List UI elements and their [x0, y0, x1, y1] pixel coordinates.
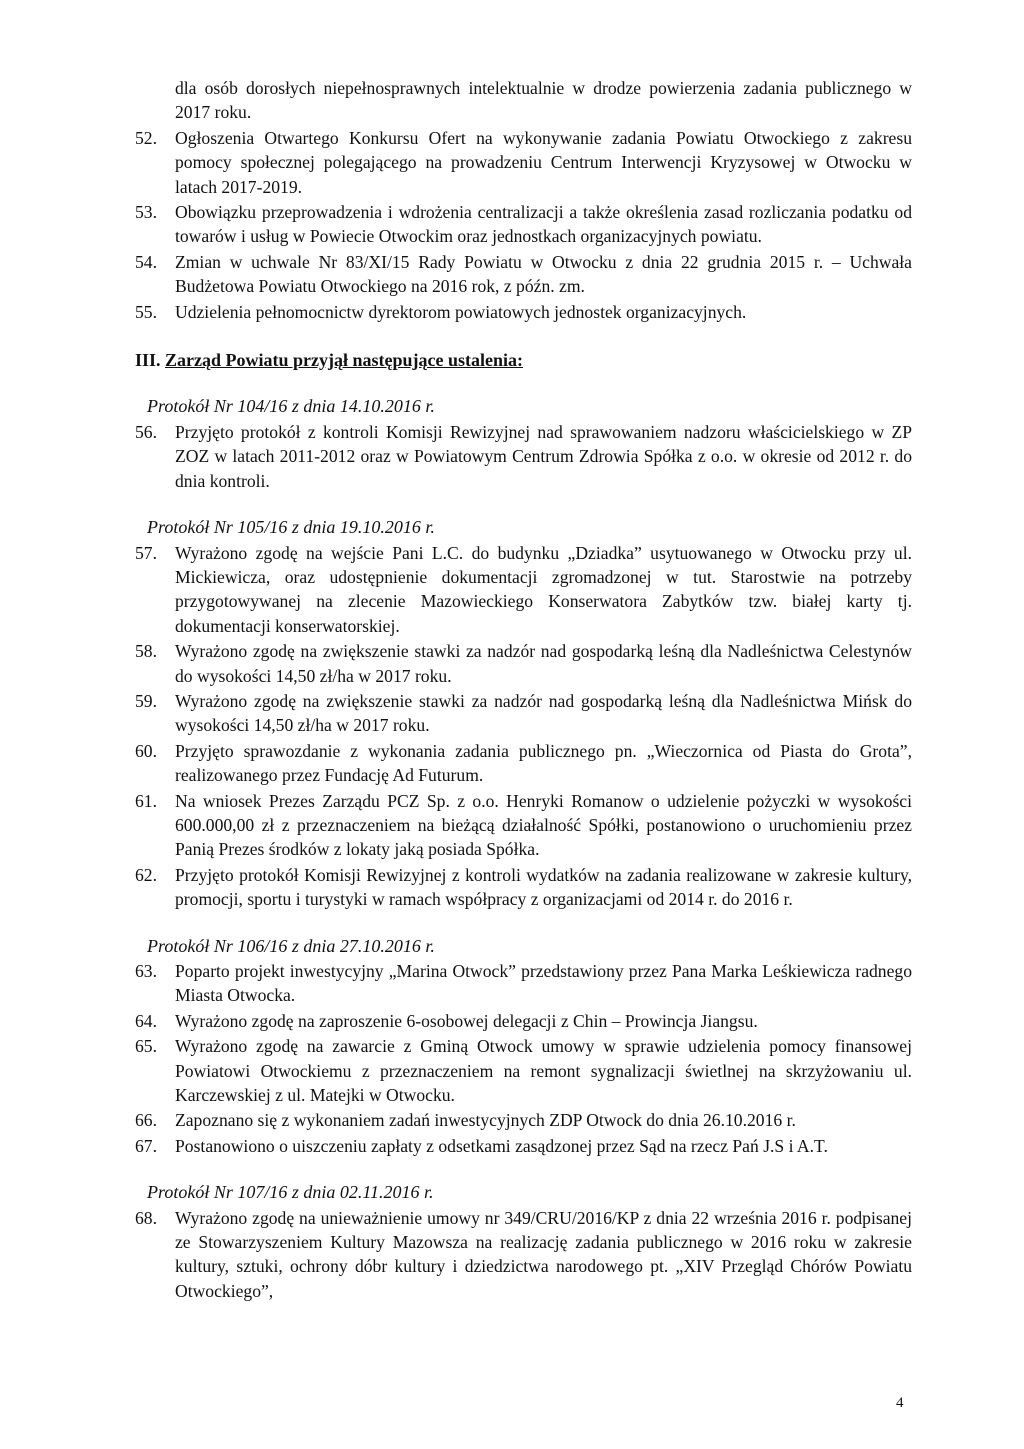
- list-item: [135, 639, 912, 688]
- list-item: [135, 541, 912, 639]
- list-item: [135, 863, 912, 912]
- intro-paragraph: dla osób dorosłych niepełnosprawnych intelektualnie w drodze powierzenia zadania publicznego w 2017 roku.: [175, 78, 912, 123]
- page-number: 4: [896, 1395, 904, 1411]
- list-item: [135, 420, 912, 493]
- list-item: [135, 1134, 912, 1158]
- item-text: Zapoznano się z wykonaniem zadań inwestycyjnych ZDP Otwock do dnia 26.10.2016 r.: [175, 1110, 796, 1131]
- item-text: Wyrażono zgodę na zaproszenie 6-osobowej delegacji z Chin – Prowincja Jiangsu.: [175, 1010, 758, 1031]
- item-number: 62.: [135, 864, 157, 885]
- list-item: [135, 250, 912, 299]
- item-text: Na wniosek Prezes Zarządu PCZ Sp. z o.o. Henryki Romanow o udzielenie pożyczki w wysokości 600.000,00 zł z przeznaczeniem na bieżącą działalność Spółki, postanowiono o uruchomieniu przez Panią Prezes środków z lokaty jaką posiada Spółka.: [175, 790, 912, 860]
- page-content: [135, 76, 912, 1303]
- section-heading: [135, 348, 912, 372]
- list-item: [135, 1034, 912, 1107]
- list-item: [135, 959, 912, 1008]
- item-number: 64.: [135, 1010, 157, 1031]
- list-item: [135, 1009, 912, 1033]
- section-roman: III.: [135, 350, 161, 371]
- protocol-heading: Protokół Nr 105/16 z dnia 19.10.2016 r.: [147, 517, 435, 538]
- item-text: Wyrażono zgodę na zwiększenie stawki za nadzór nad gospodarką leśną dla Nadleśnictwa Mińsk do wysokości 14,50 zł/ha w 2017 roku.: [175, 690, 912, 736]
- list-item: [135, 789, 912, 862]
- item-text: Zmian w uchwale Nr 83/XI/15 Rady Powiatu w Otwocku z dnia 22 grudnia 2015 r. – Uchwała Budżetowa Powiatu Otwockiego na 2016 rok, z późn. zm.: [175, 251, 912, 297]
- list-item: [135, 1206, 912, 1304]
- item-number: 63.: [135, 961, 157, 981]
- item-number: 61.: [135, 790, 157, 811]
- item-number: 68.: [135, 1207, 157, 1228]
- item-text: Wyrażono zgodę na zawarcie z Gminą Otwock umowy w sprawie udzielenia pomocy finansowej Powiatowi Otwockiemu z przeznaczeniem na remont sygnalizacji świetlnej na skrzyżowaniu ul. Karczewskiej z ul. Matejki w Otwocku.: [175, 1036, 912, 1106]
- item-number: 56.: [135, 421, 157, 442]
- item-number: 59.: [135, 690, 157, 711]
- item-text: Przyjęto protokół z kontroli Komisji Rewizyjnej nad sprawowaniem nadzoru właścicielskiego w ZP ZOZ w latach 2011-2012 oraz w Powiatowym Centrum Zdrowia Spółka z o.o. w okresie od 2012 r. do dnia kontroli.: [175, 421, 912, 491]
- item-text: Przyjęto sprawozdanie z wykonania zadania publicznego pn. „Wieczornica od Piasta do Grota”, realizowanego przez Fundację Ad Futurum.: [175, 740, 912, 786]
- protocol-heading: Protokół Nr 106/16 z dnia 27.10.2016 r.: [147, 935, 435, 956]
- item-number: 52.: [135, 127, 157, 148]
- item-text: Wyrażono zgodę na unieważnienie umowy nr 349/CRU/2016/KP z dnia 22 września 2016 r. podpisanej ze Stowarzyszeniem Kultury Mazowsza na realizację zadania publicznego w 2016 roku w zakresie kultury, sztuki, ochrony dóbr kultury i dziedzictwa narodowego pt. „XIV Przegląd Chórów Powiatu Otwockiego”,: [175, 1207, 912, 1301]
- item-number: 58.: [135, 641, 157, 662]
- list-item: [135, 689, 912, 738]
- item-text: Przyjęto protokół Komisji Rewizyjnej z kontroli wydatków na zadania realizowane w zakresie kultury, promocji, sportu i turystyki w ramach współpracy z organizacjami od 2014 r. do 2016 r.: [175, 864, 912, 910]
- items-top-list: [135, 126, 912, 324]
- item-number: 57.: [135, 542, 157, 563]
- item-text: Postanowiono o uiszczeniu zapłaty z odsetkami zasądzonej przez Sąd na rzecz Pań J.S i A.T.: [175, 1135, 828, 1156]
- item-text: Ogłoszenia Otwartego Konkursu Ofert na wykonywanie zadania Powiatu Otwockiego z zakresu pomocy społecznej polegającego na prowadzeniu Centrum Interwencji Kryzysowej w Otwocku w latach 2017-2019.: [175, 127, 912, 197]
- list-item: [135, 300, 912, 324]
- list-item: [135, 1108, 912, 1132]
- item-text: Udzielenia pełnomocnictw dyrektorom powiatowych jednostek organizacyjnych.: [175, 301, 747, 322]
- item-number: 53.: [135, 202, 157, 223]
- item-number: 66.: [135, 1110, 157, 1131]
- item-text: Poparto projekt inwestycyjny „Marina Otwock” przedstawiony przez Pana Marka Leśkiewicza radnego Miasta Otwocka.: [175, 961, 912, 1006]
- list-item: [135, 739, 912, 788]
- list-item: [135, 200, 912, 249]
- protocol-heading: Protokół Nr 107/16 z dnia 02.11.2016 r.: [147, 1182, 434, 1203]
- item-number: 60.: [135, 740, 157, 761]
- protocol-heading: Protokół Nr 104/16 z dnia 14.10.2016 r.: [147, 396, 435, 417]
- list-item: [135, 126, 912, 199]
- item-text: Wyrażono zgodę na wejście Pani L.C. do budynku „Dziadka” usytuowanego w Otwocku przy ul. Mickiewicza, oraz udostępnienie dokumentacji zgromadzonej w tut. Starostwie na potrzeby przygotowywanej na zlecenie Mazowieckiego Konserwatora Zabytków tzw. białej karty tj. dokumentacji konserwatorskiej.: [175, 542, 912, 636]
- section-title: Zarząd Powiatu przyjął następujące ustalenia:: [165, 350, 523, 371]
- item-text: Obowiązku przeprowadzenia i wdrożenia centralizacji a także określenia zasad rozliczania podatku od towarów i usług w Powiecie Otwockim oraz jednostkach organizacyjnych powiatu.: [175, 202, 912, 247]
- item-text: Wyrażono zgodę na zwiększenie stawki za nadzór nad gospodarką leśną dla Nadleśnictwa Celestynów do wysokości 14,50 zł/ha w 2017 roku.: [175, 641, 912, 686]
- item-number: 67.: [135, 1135, 157, 1156]
- item-number: 55.: [135, 301, 157, 322]
- item-number: 54.: [135, 251, 157, 272]
- item-number: 65.: [135, 1036, 157, 1057]
